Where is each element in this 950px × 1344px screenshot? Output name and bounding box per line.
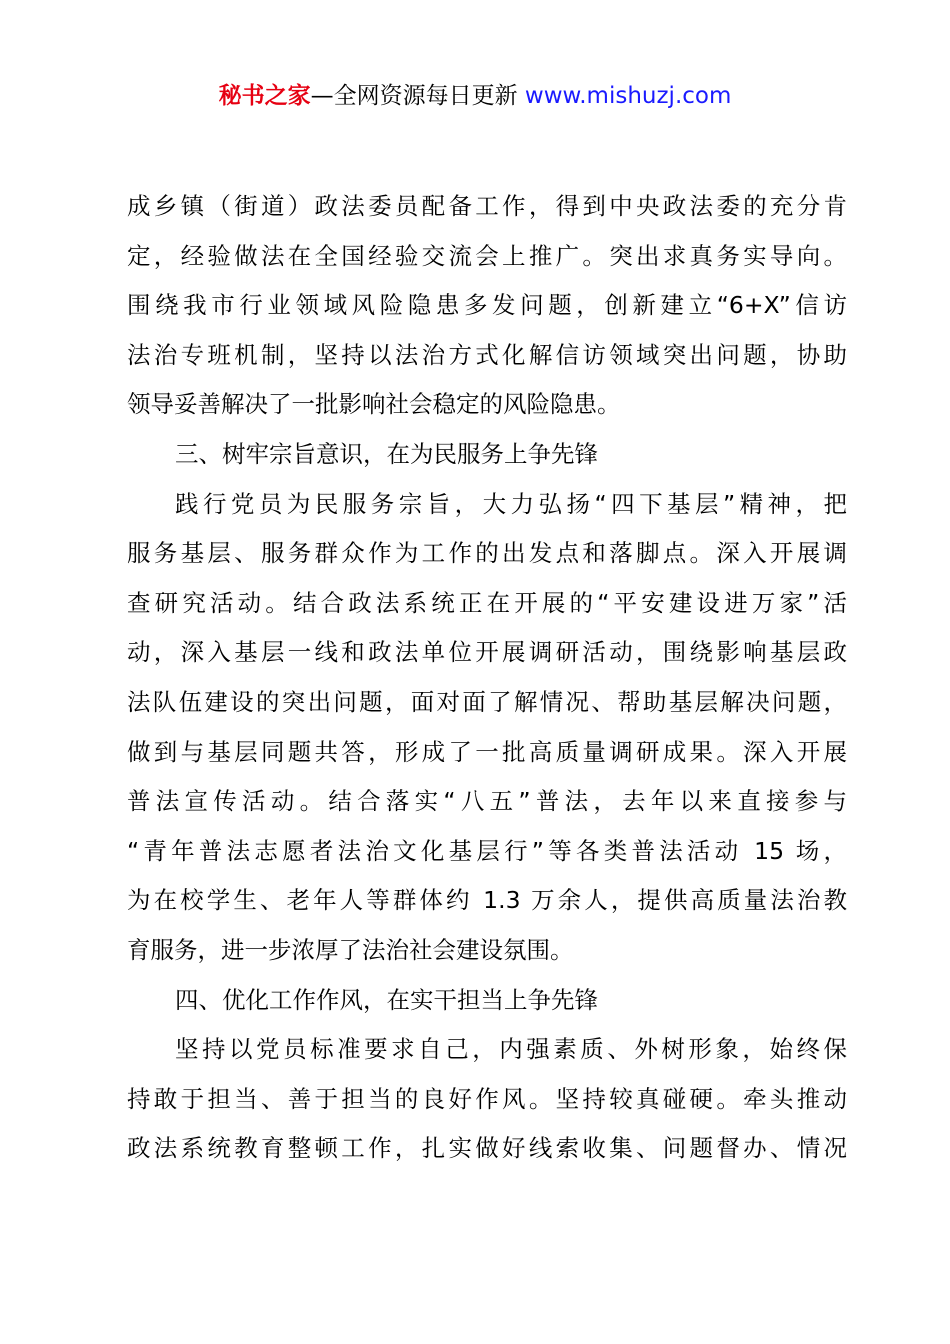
text-line: 成乡镇（街道）政法委员配备工作，得到中央政法委的充分肯 <box>127 192 847 220</box>
text-line: 围绕我市行业领域风险隐患多发问题，创新建立“6+X”信访 <box>127 291 847 320</box>
page-header <box>0 80 950 112</box>
text-line: 服务基层、服务群众作为工作的出发点和落脚点。深入开展调 <box>127 539 847 568</box>
brand-name: 秘书之家 <box>218 83 311 109</box>
text-line: “青年普法志愿者法治文化基层行”等各类普法活动 15 场， <box>127 836 847 865</box>
header-slogan: —全网资源每日更新 <box>310 83 525 109</box>
text-line: 政法系统教育整顿工作，扎实做好线索收集、问题督办、情况 <box>127 1134 847 1163</box>
website-link[interactable]: www.mishuzj.com <box>524 83 732 109</box>
text-line: 查研究活动。结合政法系统正在开展的“平安建设进万家”活 <box>127 588 847 617</box>
section-heading-3: 三、树牢宗旨意识，在为民服务上争先锋 <box>175 439 598 468</box>
text-line: 法治专班机制，坚持以法治方式化解信访领域突出问题，协助 <box>127 340 847 369</box>
section-heading-4: 四、优化工作作风，在实干担当上争先锋 <box>175 985 598 1014</box>
text-line: 定，经验做法在全国经验交流会上推广。突出求真务实导向。 <box>127 241 847 270</box>
text-line: 法队伍建设的突出问题，面对面了解情况、帮助基层解决问题， <box>127 687 847 716</box>
text-line: 持敢于担当、善于担当的良好作风。坚持较真碰硬。牵头推动 <box>127 1084 847 1113</box>
document-body <box>127 182 847 1174</box>
text-line: 践行党员为民服务宗旨，大力弘扬“四下基层”精神，把 <box>175 489 847 518</box>
text-line: 普法宣传活动。结合落实“八五”普法，去年以来直接参与 <box>127 787 847 816</box>
text-line: 动，深入基层一线和政法单位开展调研活动，围绕影响基层政 <box>127 638 847 667</box>
text-line: 坚持以党员标准要求自己，内强素质、外树形象，始终保 <box>175 1035 847 1064</box>
text-line: 做到与基层同题共答，形成了一批高质量调研成果。深入开展 <box>127 737 847 766</box>
text-line: 育服务，进一步浓厚了法治社会建设氛围。 <box>127 935 574 964</box>
text-line: 领导妥善解决了一批影响社会稳定的风险隐患。 <box>127 390 621 419</box>
text-line: 为在校学生、老年人等群体约 1.3 万余人，提供高质量法治教 <box>127 886 847 915</box>
